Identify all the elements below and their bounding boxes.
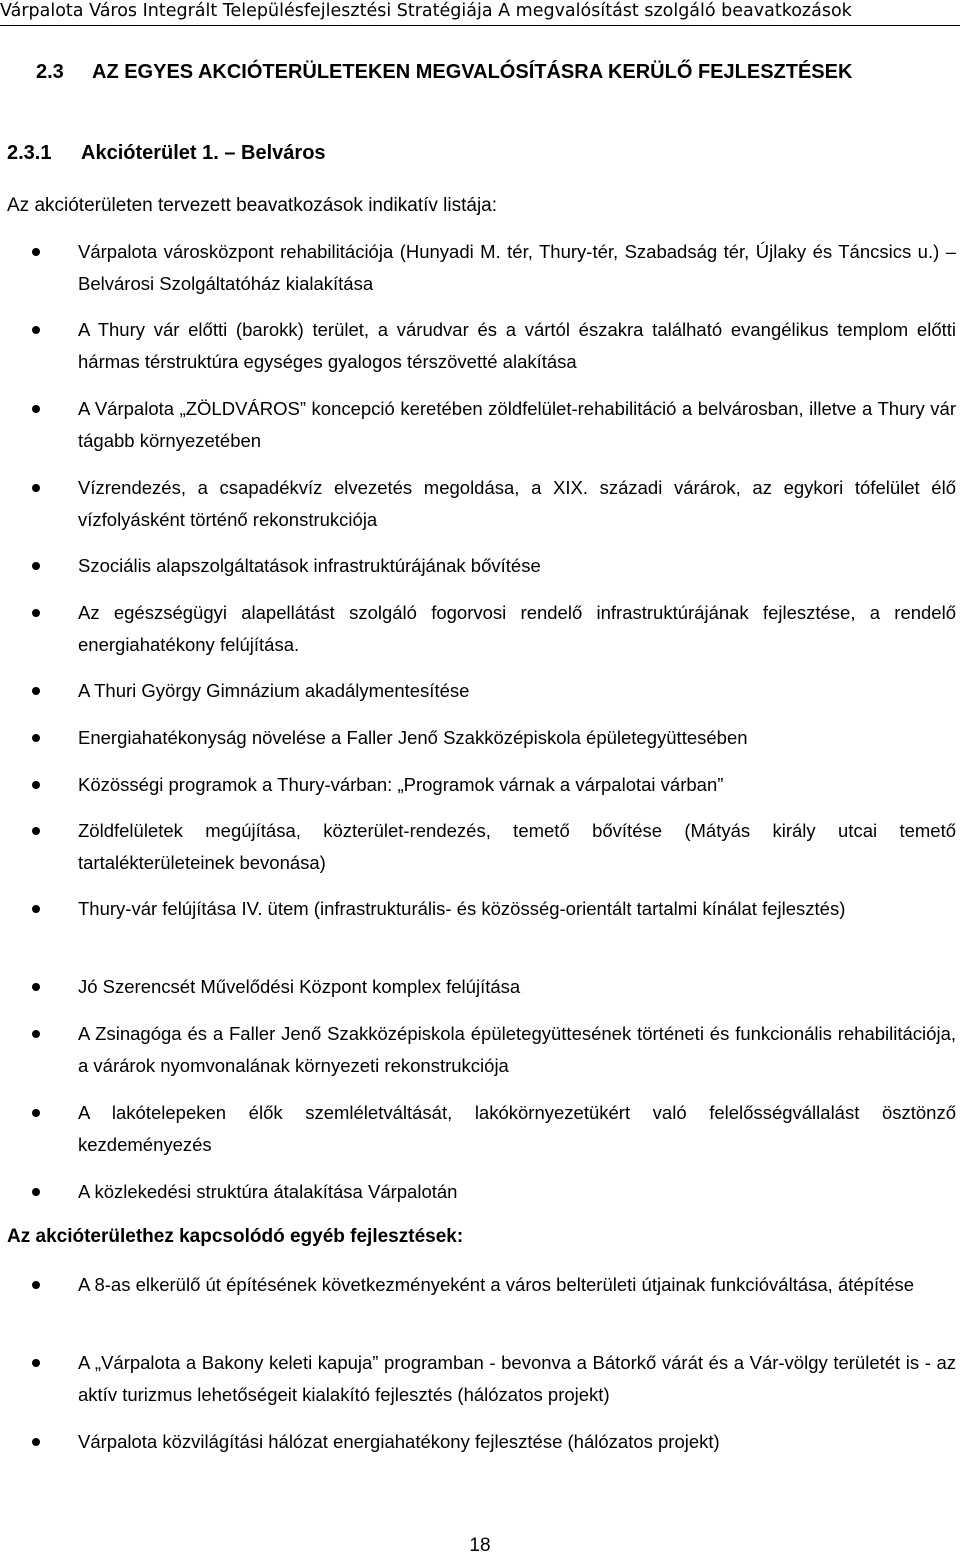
bullet-icon xyxy=(32,609,40,617)
bullet-icon xyxy=(32,734,40,742)
page-number: 18 xyxy=(469,1535,491,1556)
bullet-icon xyxy=(32,905,40,913)
running-header: Várpalota Város Integrált Településfejlesztési Stratégiája A megvalósítást szolgáló beavatkozások xyxy=(0,1,852,21)
list-item-text: Várpalota közvilágítási hálózat energiahatékony fejlesztése (hálózatos projekt) xyxy=(78,1431,720,1452)
bullet-icon xyxy=(32,1188,40,1196)
list-item-text: A „Várpalota a Bakony keleti kapuja” programban - bevonva a Bátorkő várát és a Vár-völgy területét is - az aktív turizmus lehetőségeit kialakító fejlesztés (hálózatos projekt) xyxy=(78,1352,956,1405)
list-item-text: A közlekedési struktúra átalakítása Várpalotán xyxy=(78,1181,458,1202)
list-item-text: Jó Szerencsét Művelődési Központ komplex felújítása xyxy=(78,976,521,997)
bullet-icon xyxy=(32,983,40,991)
section-title xyxy=(36,58,956,86)
list-item-text: Vízrendezés, a csapadékvíz elvezetés megoldása, a XIX. századi várárok, az egykori tófelület élő vízfolyásként történő rekonstrukciója xyxy=(78,477,956,530)
bullet-icon xyxy=(32,1109,40,1117)
bullet-icon xyxy=(32,1030,40,1038)
bullet-icon xyxy=(32,827,40,835)
subsection-number: 2.3.1 xyxy=(7,142,52,164)
section-title-text: AZ EGYES AKCIÓTERÜLETEKEN MEGVALÓSÍTÁSRA KERÜLŐ FEJLESZTÉSEK xyxy=(92,61,853,83)
list-item-text: A Thuri György Gimnázium akadálymentesítése xyxy=(78,680,470,701)
list-item-text: A 8-as elkerülő út építésének következményeként a város belterületi útjainak funkcióváltása, átépítése xyxy=(78,1274,915,1295)
bullet-icon xyxy=(32,484,40,492)
list-item-text: Zöldfelületek megújítása, közterület-rendezés, temető bővítése (Mátyás király utcai temető tartalékterületeinek bevonása) xyxy=(78,820,956,873)
bullet-icon xyxy=(32,687,40,695)
list-item-text: A Thury vár előtti (barokk) terület, a várudvar és a vártól északra található evangélikus templom előtti hármas térstruktúra egységes gyalogos térszövetté alakítása xyxy=(78,319,956,372)
list-item-text: A Zsinagóga és a Faller Jenő Szakközépiskola épületegyüttesének történeti és funkcionális rehabilitációja, a várárok nyomvonalának környezeti rekonstrukciója xyxy=(78,1023,956,1076)
list-item-text: Közösségi programok a Thury-várban: „Programok várnak a várpalotai várban” xyxy=(78,774,724,795)
list-item-text: Thury-vár felújítása IV. ütem (infrastrukturális- és közösség-orientált tartalmi kínálat fejlesztés) xyxy=(78,898,846,919)
bullet-icon xyxy=(32,1359,40,1367)
list-item-text: Szociális alapszolgáltatások infrastruktúrájának bővítése xyxy=(78,555,541,576)
subsection-title-text: Akcióterület 1. – Belváros xyxy=(81,142,326,164)
bullet-icon xyxy=(32,1281,40,1289)
header-rule xyxy=(0,25,960,26)
list-item-text: A lakótelepeken élők szemléletváltását, lakókörnyezetükért való felelősségvállalást ösztönző kezdeményezés xyxy=(78,1102,956,1155)
section-number: 2.3 xyxy=(36,61,64,83)
bullet-icon xyxy=(32,1438,40,1446)
list-item-text: A Várpalota „ZÖLDVÁROS” koncepció keretében zöldfelület-rehabilitáció a belvárosban, illetve a Thury vár tágabb környezetében xyxy=(78,398,956,451)
bullet-icon xyxy=(32,562,40,570)
intro-text: Az akcióterületen tervezett beavatkozások indikatív listája: xyxy=(7,195,498,216)
related-heading: Az akcióterülethez kapcsolódó egyéb fejlesztések: xyxy=(7,1226,464,1247)
list-item-text: Várpalota városközpont rehabilitációja (Hunyadi M. tér, Thury-tér, Szabadság tér, Újlaky és Táncsics u.) – Belvárosi Szolgáltatóház kialakítása xyxy=(78,241,956,294)
bullet-icon xyxy=(32,248,40,256)
bullet-icon xyxy=(32,781,40,789)
bullet-icon xyxy=(32,326,40,334)
list-item-text: Az egészségügyi alapellátást szolgáló fogorvosi rendelő infrastruktúrájának fejlesztése, a rendelő energiahatékony felújítása. xyxy=(78,602,956,655)
bullet-icon xyxy=(32,405,40,413)
subsection-title xyxy=(7,139,326,167)
list-item-text: Energiahatékonyság növelése a Faller Jenő Szakközépiskola épületegyüttesében xyxy=(78,727,748,748)
